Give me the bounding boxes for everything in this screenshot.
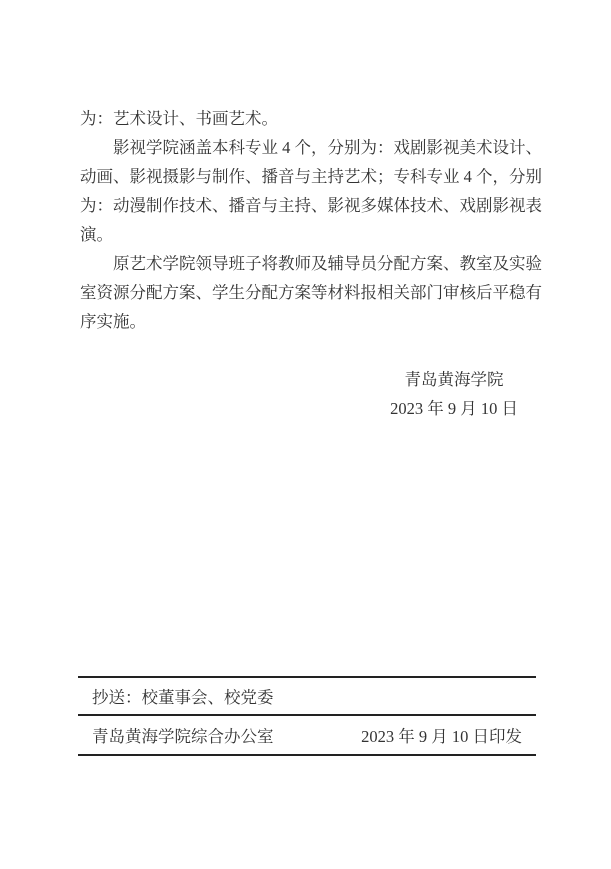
body-line: 原艺术学院领导班子将教师及辅导员分配方案、教室及实验	[113, 254, 542, 273]
issuance-row	[78, 716, 536, 756]
issuing-office: 青岛黄海学院综合办公室	[92, 727, 274, 746]
document-footer	[78, 676, 536, 756]
body-line: 动画、影视摄影与制作、播音与主持艺术；专科专业 4 个，分别	[80, 167, 542, 186]
cc-text: 抄送：校董事会、校党委	[92, 688, 274, 707]
body-line: 室资源分配方案、学生分配方案等材料报相关部门审核后平稳有	[80, 283, 542, 302]
body-line: 演。	[80, 225, 113, 244]
paragraph-implementation	[80, 249, 540, 336]
signature-date: 2023 年 9 月 10 日	[390, 399, 518, 418]
body-line: 影视学院涵盖本科专业 4 个，分别为：戏剧影视美术设计、	[113, 138, 542, 157]
paragraph-continuation	[80, 104, 540, 133]
document-body	[80, 104, 540, 423]
body-line: 序实施。	[80, 312, 146, 331]
cc-row	[78, 678, 536, 716]
signature-issuer: 青岛黄海学院	[404, 370, 504, 389]
body-line: 为：动漫制作技术、播音与主持、影视多媒体技术、戏剧影视表	[80, 196, 542, 215]
signature-block	[369, 365, 539, 423]
body-line: 为：艺术设计、书画艺术。	[80, 109, 278, 128]
paragraph-film-college	[80, 133, 540, 249]
print-date: 2023 年 9 月 10 日印发	[361, 727, 522, 746]
